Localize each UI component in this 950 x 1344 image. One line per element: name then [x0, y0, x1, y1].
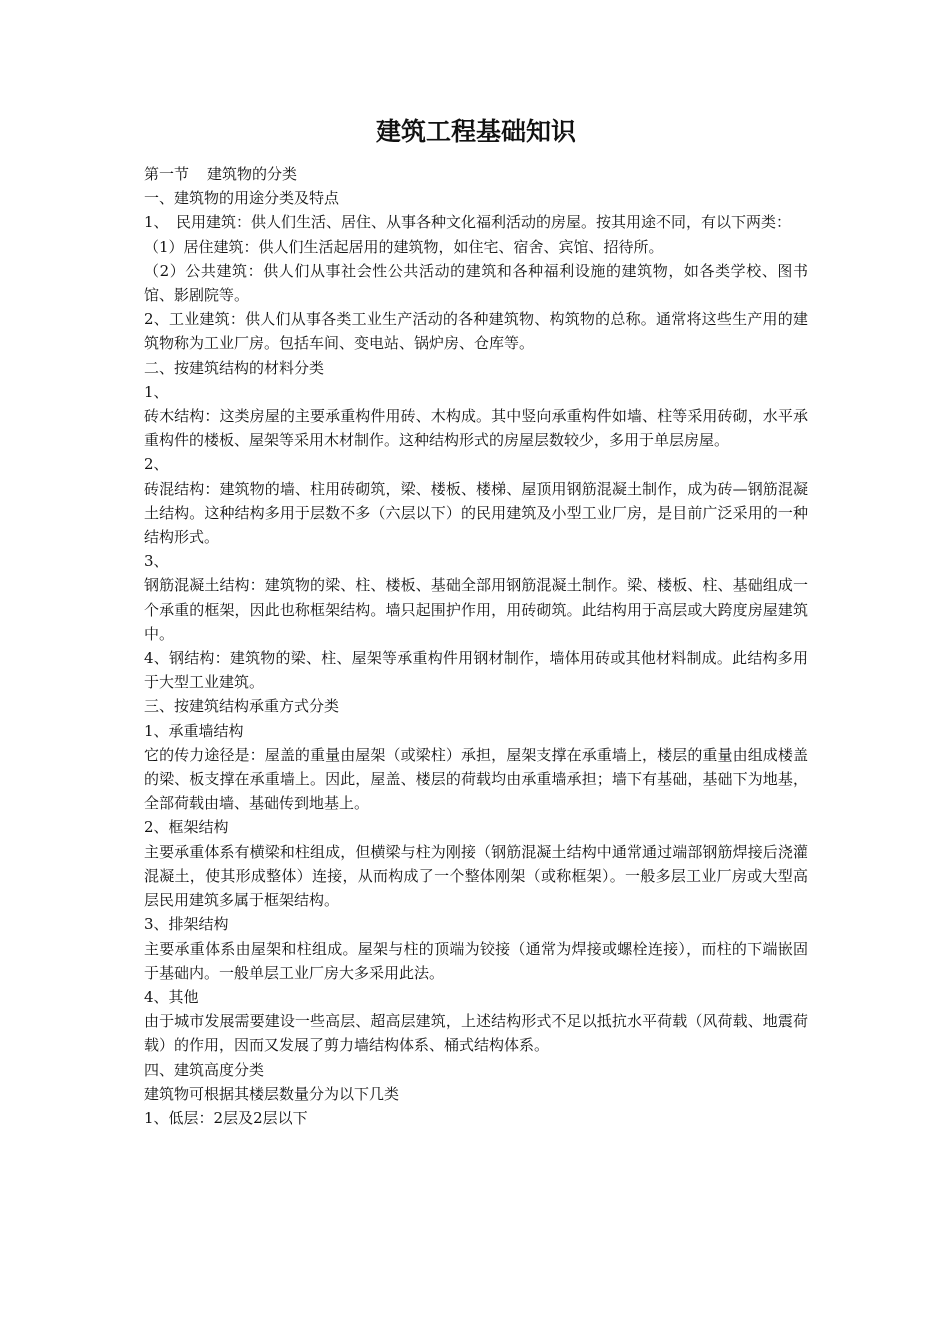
- paragraph: 2、框架结构: [144, 818, 229, 837]
- paragraph: 1、 民用建筑：供人们生活、居住、从事各种文化福利活动的房屋。按其用途不同，有以下两类：: [144, 213, 792, 232]
- paragraph: 1、承重墙结构: [144, 721, 244, 740]
- paragraph: 主要承重体系有横梁和柱组成，但横梁与柱为刚接（钢筋混凝土结构中通常通过端部钢筋焊接后浇灌混凝土，使其形成整体）连接，从而构成了一个整体刚架（或称框架）。一般多层工业厂房或大型高层民用建筑多属于框架结构。: [144, 842, 808, 910]
- paragraph: 3、: [144, 552, 169, 571]
- section-label: 第一节: [144, 165, 190, 183]
- paragraph: 4、钢结构：建筑物的梁、柱、屋架等承重构件用钢材制作，墙体用砖或其他材料制成。此结构多用于大型工业建筑。: [144, 649, 808, 692]
- document-title: 建筑工程基础知识: [375, 117, 576, 146]
- paragraph: 建筑物可根据其楼层数量分为以下几类: [144, 1084, 400, 1103]
- section-title: 建筑物的分类: [207, 165, 298, 183]
- paragraph: 2、工业建筑：供人们从事各类工业生产活动的各种建筑物、构筑物的总称。通常将这些生产用的建筑物称为工业厂房。包括车间、变电站、锅炉房、仓库等。: [144, 310, 808, 353]
- paragraph: 3、排架结构: [144, 915, 229, 934]
- paragraph: 1、低层：2层及2层以下: [144, 1108, 308, 1127]
- paragraph: 2、: [144, 455, 169, 474]
- paragraph: 二、按建筑结构的材料分类: [144, 358, 325, 377]
- document-page: [144, 112, 808, 1130]
- paragraph: 它的传力途径是：屋盖的重量由屋架（或梁柱）承担，屋架支撑在承重墙上，楼层的重量由组成楼盖的梁、板支撑在承重墙上。因此，屋盖、楼层的荷载均由承重墙承担；墙下有基础，基础下为地基，全部荷载由墙、基础传到地基上。: [144, 745, 808, 813]
- paragraph: 砖木结构：这类房屋的主要承重构件用砖、木构成。其中竖向承重构件如墙、柱等采用砖砌，水平承重构件的楼板、屋架等采用木材制作。这种结构形式的房屋层数较少，多用于单层房屋。: [144, 407, 808, 450]
- paragraph: 四、建筑高度分类: [144, 1060, 265, 1079]
- paragraph: 主要承重体系由屋架和柱组成。屋架与柱的顶端为铰接（通常为焊接或螺栓连接），而柱的下端嵌固于基础内。一般单层工业厂房大多采用此法。: [144, 939, 808, 982]
- document-body: [144, 162, 808, 1130]
- paragraph: 钢筋混凝土结构：建筑物的梁、柱、楼板、基础全部用钢筋混凝土制作。梁、楼板、柱、基础组成一个承重的框架，因此也称框架结构。墙只起围护作用，用砖砌筑。此结构用于高层或大跨度房屋建筑中。: [144, 576, 808, 643]
- paragraph: 三、按建筑结构承重方式分类: [144, 697, 340, 716]
- paragraph: （1）居住建筑：供人们生活起居用的建筑物，如住宅、宿舍、宾馆、招待所。: [144, 237, 664, 256]
- paragraph: 由于城市发展需要建设一些高层、超高层建筑，上述结构形式不足以抵抗水平荷载（风荷载、地震荷载）的作用，因而又发展了剪力墙结构体系、桶式结构体系。: [144, 1012, 808, 1055]
- section-heading: [144, 162, 808, 186]
- paragraph: 一、建筑物的用途分类及特点: [144, 189, 340, 208]
- paragraph: （2）公共建筑：供人们从事社会性公共活动的建筑和各种福利设施的建筑物，如各类学校、图书馆、影剧院等。: [144, 261, 808, 305]
- paragraph: 1、: [144, 382, 169, 401]
- paragraph: 砖混结构：建筑物的墙、柱用砖砌筑，梁、楼板、楼梯、屋顶用钢筋混凝土制作，成为砖—钢筋混凝土结构。这种结构多用于层数不多（六层以下）的民用建筑及小型工业厂房，是目前广泛采用的一种结构形式。: [144, 479, 808, 547]
- paragraph: 4、其他: [144, 987, 199, 1006]
